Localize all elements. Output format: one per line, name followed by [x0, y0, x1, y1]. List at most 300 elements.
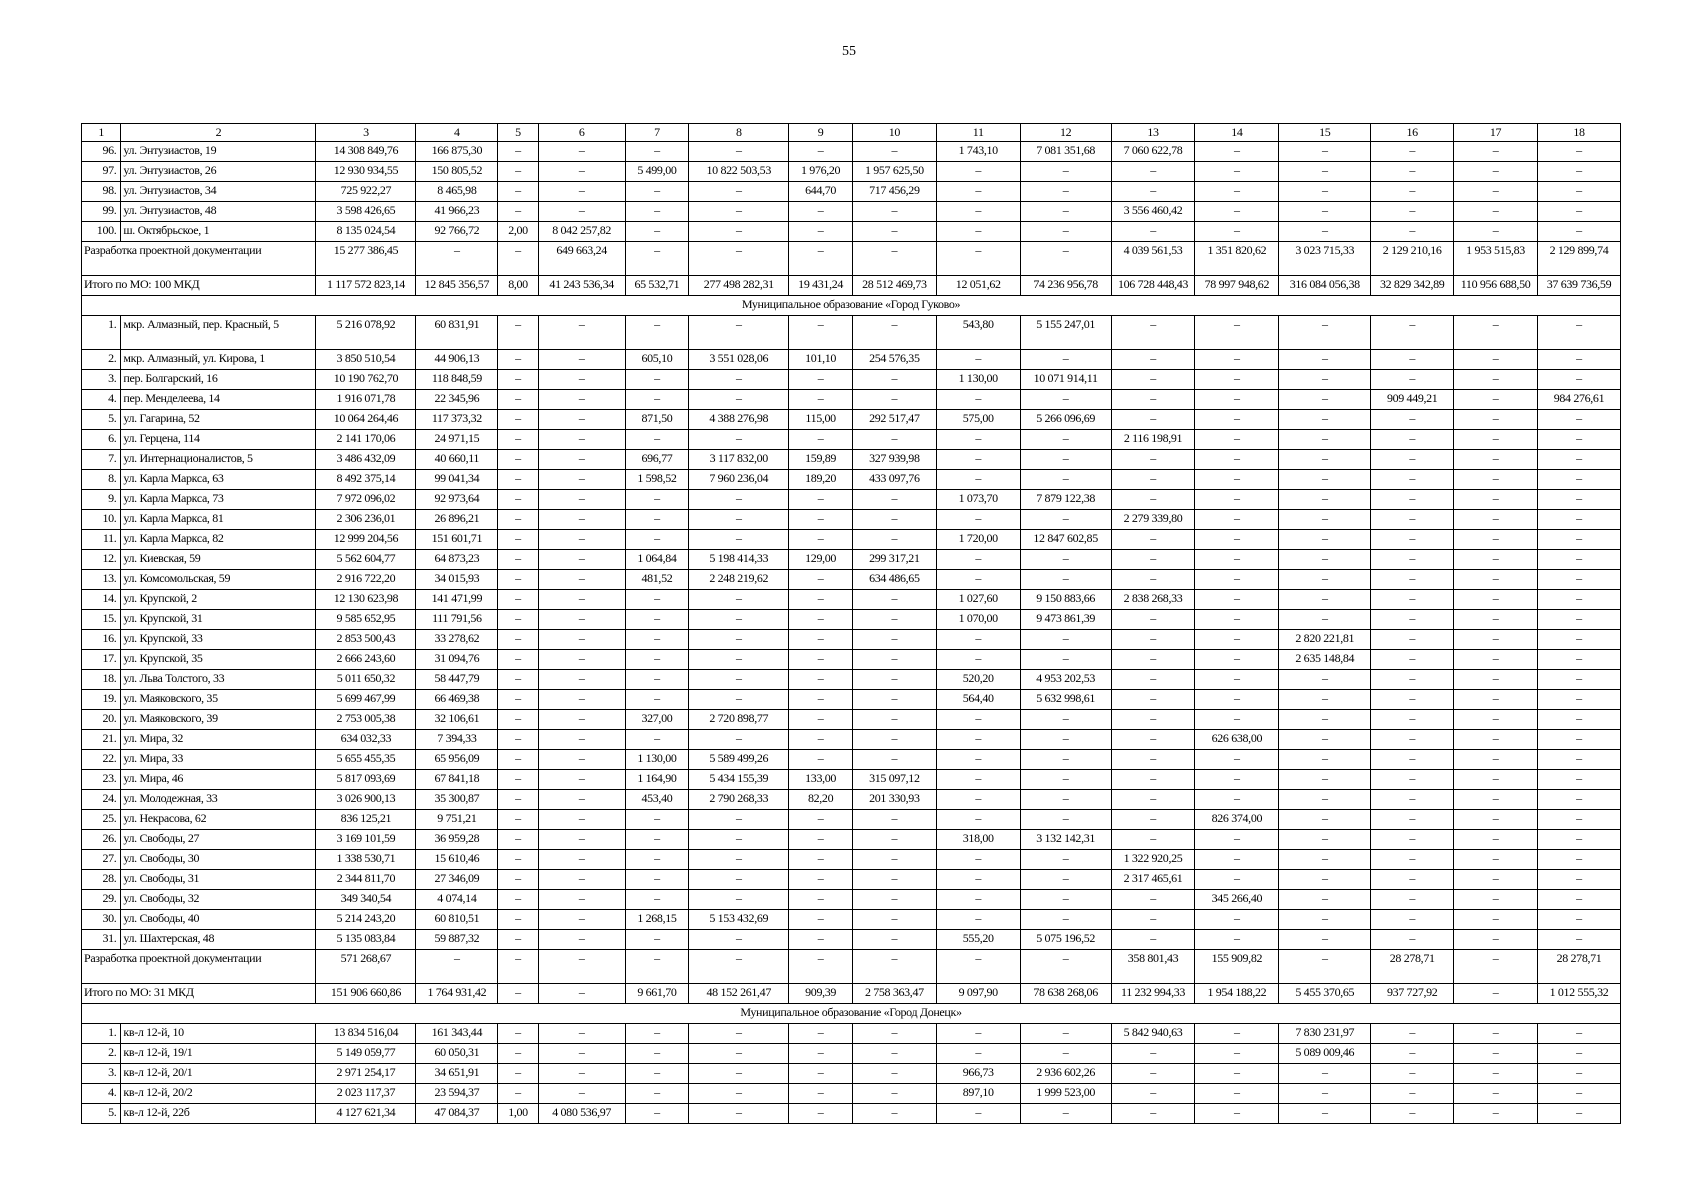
table-row: [82, 910, 1621, 930]
value-cell: –: [538, 950, 625, 984]
value-cell: –: [1195, 530, 1279, 550]
row-number: 3.: [82, 1064, 121, 1084]
value-cell: –: [498, 530, 538, 550]
column-number: 13: [1111, 124, 1195, 142]
value-cell: –: [1111, 650, 1195, 670]
value-cell: –: [1371, 890, 1454, 910]
value-cell: –: [498, 650, 538, 670]
value-cell: 92 973,64: [416, 490, 498, 510]
value-cell: 189,20: [789, 470, 853, 490]
value-cell: 5 562 604,77: [316, 550, 416, 570]
value-cell: 60 050,31: [416, 1044, 498, 1064]
value-cell: 32 106,61: [416, 710, 498, 730]
value-cell: –: [625, 142, 689, 162]
value-cell: –: [852, 710, 936, 730]
value-cell: 2 936 602,26: [1020, 1064, 1111, 1084]
value-cell: –: [1371, 1084, 1454, 1104]
value-cell: –: [1279, 910, 1371, 930]
value-cell: –: [936, 850, 1020, 870]
column-number: 14: [1195, 124, 1279, 142]
value-cell: –: [498, 350, 538, 370]
value-cell: –: [852, 590, 936, 610]
value-cell: 909 449,21: [1371, 390, 1454, 410]
value-cell: –: [538, 710, 625, 730]
value-cell: 5 135 083,84: [316, 930, 416, 950]
value-cell: 725 922,27: [316, 182, 416, 202]
value-cell: –: [538, 830, 625, 850]
value-cell: –: [625, 850, 689, 870]
value-cell: –: [1020, 182, 1111, 202]
row-number: 99.: [82, 202, 121, 222]
value-cell: –: [789, 430, 853, 450]
value-cell: –: [1279, 430, 1371, 450]
value-cell: –: [1371, 316, 1454, 350]
value-cell: 58 447,79: [416, 670, 498, 690]
value-cell: 8 135 024,54: [316, 222, 416, 242]
value-cell: 19 431,24: [789, 276, 853, 296]
value-cell: 28 512 469,73: [852, 276, 936, 296]
value-cell: –: [498, 750, 538, 770]
value-cell: –: [498, 810, 538, 830]
value-cell: –: [625, 1024, 689, 1044]
value-cell: 2 666 243,60: [316, 650, 416, 670]
address-cell: ул. Крупской, 35: [121, 650, 316, 670]
row-number: 98.: [82, 182, 121, 202]
value-cell: –: [538, 142, 625, 162]
value-cell: –: [538, 590, 625, 610]
value-cell: –: [1195, 510, 1279, 530]
value-cell: 1 954 188,22: [1195, 984, 1279, 1004]
value-cell: –: [1454, 530, 1538, 550]
value-cell: –: [1454, 770, 1538, 790]
value-cell: –: [1371, 690, 1454, 710]
value-cell: –: [852, 890, 936, 910]
address-cell: мкр. Алмазный, ул. Кирова, 1: [121, 350, 316, 370]
value-cell: 327,00: [625, 710, 689, 730]
address-cell: ул. Карла Маркса, 81: [121, 510, 316, 530]
value-cell: –: [789, 610, 853, 630]
value-cell: –: [1454, 470, 1538, 490]
value-cell: –: [689, 530, 789, 550]
value-cell: 1 720,00: [936, 530, 1020, 550]
value-cell: –: [936, 450, 1020, 470]
value-cell: 7 830 231,97: [1279, 1024, 1371, 1044]
value-cell: 5 155 247,01: [1020, 316, 1111, 350]
value-cell: –: [1195, 590, 1279, 610]
total-label: Итого по МО: 31 МКД: [82, 984, 316, 1004]
address-cell: ул. Мира, 32: [121, 730, 316, 750]
value-cell: 26 896,21: [416, 510, 498, 530]
value-cell: 481,52: [625, 570, 689, 590]
column-number: 16: [1371, 124, 1454, 142]
value-cell: 2 248 219,62: [689, 570, 789, 590]
value-cell: –: [852, 870, 936, 890]
value-cell: 2 116 198,91: [1111, 430, 1195, 450]
value-cell: –: [1454, 950, 1538, 984]
value-cell: –: [789, 910, 853, 930]
value-cell: –: [936, 510, 1020, 530]
value-cell: –: [1195, 1064, 1279, 1084]
value-cell: –: [1279, 350, 1371, 370]
value-cell: –: [852, 430, 936, 450]
value-cell: 33 278,62: [416, 630, 498, 650]
value-cell: –: [1195, 470, 1279, 490]
value-cell: –: [936, 770, 1020, 790]
value-cell: –: [689, 890, 789, 910]
value-cell: 3 551 028,06: [689, 350, 789, 370]
value-cell: –: [538, 1024, 625, 1044]
value-cell: 2 129 899,74: [1537, 242, 1620, 276]
value-cell: –: [789, 810, 853, 830]
value-cell: 34 651,91: [416, 1064, 498, 1084]
value-cell: –: [498, 142, 538, 162]
value-cell: –: [1537, 830, 1620, 850]
value-cell: –: [625, 670, 689, 690]
value-cell: 5 655 455,35: [316, 750, 416, 770]
value-cell: –: [936, 1044, 1020, 1064]
value-cell: 60 810,51: [416, 910, 498, 930]
value-cell: –: [789, 202, 853, 222]
design-label: Разработка проектной документации: [82, 950, 316, 984]
value-cell: –: [852, 670, 936, 690]
address-cell: ул. Свободы, 31: [121, 870, 316, 890]
column-number: 12: [1020, 124, 1111, 142]
value-cell: 9 661,70: [625, 984, 689, 1004]
value-cell: –: [625, 630, 689, 650]
value-cell: –: [689, 850, 789, 870]
value-cell: –: [1537, 630, 1620, 650]
value-cell: –: [1195, 710, 1279, 730]
value-cell: 5 632 998,61: [1020, 690, 1111, 710]
address-cell: ул. Карла Маркса, 63: [121, 470, 316, 490]
value-cell: –: [852, 1104, 936, 1124]
value-cell: –: [1111, 410, 1195, 430]
value-cell: 564,40: [936, 690, 1020, 710]
column-number: 17: [1454, 124, 1538, 142]
value-cell: –: [538, 530, 625, 550]
value-cell: 155 909,82: [1195, 950, 1279, 984]
value-cell: –: [689, 142, 789, 162]
value-cell: –: [1537, 470, 1620, 490]
value-cell: –: [498, 830, 538, 850]
value-cell: –: [1195, 690, 1279, 710]
value-cell: –: [689, 630, 789, 650]
value-cell: –: [689, 690, 789, 710]
value-cell: –: [1371, 610, 1454, 630]
value-cell: –: [789, 950, 853, 984]
value-cell: 1 999 523,00: [1020, 1084, 1111, 1104]
value-cell: 8,00: [498, 276, 538, 296]
value-cell: –: [1279, 850, 1371, 870]
row-number: 7.: [82, 450, 121, 470]
row-number: 8.: [82, 470, 121, 490]
value-cell: –: [1454, 590, 1538, 610]
value-cell: –: [1279, 890, 1371, 910]
value-cell: –: [789, 710, 853, 730]
value-cell: –: [498, 670, 538, 690]
value-cell: –: [498, 870, 538, 890]
table-row: [82, 830, 1621, 850]
table-row: [82, 430, 1621, 450]
value-cell: 8 465,98: [416, 182, 498, 202]
value-cell: –: [789, 530, 853, 550]
value-cell: –: [538, 1064, 625, 1084]
value-cell: –: [689, 1044, 789, 1064]
row-number: 30.: [82, 910, 121, 930]
value-cell: –: [1111, 1104, 1195, 1124]
value-cell: –: [789, 890, 853, 910]
row-number: 26.: [82, 830, 121, 850]
address-cell: кв-л 12-й, 10: [121, 1024, 316, 1044]
value-cell: 166 875,30: [416, 142, 498, 162]
value-cell: –: [1371, 850, 1454, 870]
value-cell: 12 930 934,55: [316, 162, 416, 182]
row-number: 9.: [82, 490, 121, 510]
value-cell: –: [625, 810, 689, 830]
value-cell: 118 848,59: [416, 370, 498, 390]
value-cell: –: [625, 182, 689, 202]
address-cell: кв-л 12-й, 20/2: [121, 1084, 316, 1104]
value-cell: –: [852, 202, 936, 222]
value-cell: 984 276,61: [1537, 390, 1620, 410]
value-cell: 10 064 264,46: [316, 410, 416, 430]
value-cell: –: [1371, 790, 1454, 810]
value-cell: –: [1279, 590, 1371, 610]
address-cell: мкр. Алмазный, пер. Красный, 5: [121, 316, 316, 350]
value-cell: –: [936, 222, 1020, 242]
value-cell: 14 308 849,76: [316, 142, 416, 162]
value-cell: –: [625, 610, 689, 630]
value-cell: –: [538, 490, 625, 510]
value-cell: 9 097,90: [936, 984, 1020, 1004]
value-cell: 543,80: [936, 316, 1020, 350]
value-cell: 8 492 375,14: [316, 470, 416, 490]
value-cell: 65 532,71: [625, 276, 689, 296]
value-cell: 1 012 555,32: [1537, 984, 1620, 1004]
value-cell: –: [1371, 430, 1454, 450]
table-row: [82, 790, 1621, 810]
value-cell: –: [1537, 202, 1620, 222]
value-cell: –: [498, 730, 538, 750]
value-cell: 37 639 736,59: [1537, 276, 1620, 296]
value-cell: –: [1195, 670, 1279, 690]
value-cell: –: [1020, 162, 1111, 182]
address-cell: ул. Карла Маркса, 82: [121, 530, 316, 550]
table-row: [82, 550, 1621, 570]
value-cell: 2,00: [498, 222, 538, 242]
value-cell: –: [1111, 1084, 1195, 1104]
value-cell: 5 214 243,20: [316, 910, 416, 930]
address-cell: ул. Маяковского, 39: [121, 710, 316, 730]
value-cell: –: [1279, 1064, 1371, 1084]
value-cell: –: [689, 1104, 789, 1124]
value-cell: –: [852, 510, 936, 530]
value-cell: –: [538, 810, 625, 830]
value-cell: 4 127 621,34: [316, 1104, 416, 1124]
column-number: 15: [1279, 124, 1371, 142]
value-cell: –: [1111, 610, 1195, 630]
table-row: [82, 316, 1621, 350]
address-cell: кв-л 12-й, 22б: [121, 1104, 316, 1124]
value-cell: 1 130,00: [936, 370, 1020, 390]
value-cell: –: [1195, 1084, 1279, 1104]
column-number: 10: [852, 124, 936, 142]
value-cell: 2 023 117,37: [316, 1084, 416, 1104]
value-cell: –: [1111, 790, 1195, 810]
value-cell: –: [1454, 410, 1538, 430]
address-cell: ул. Энтузиастов, 19: [121, 142, 316, 162]
value-cell: –: [538, 670, 625, 690]
table-row: [82, 690, 1621, 710]
value-cell: –: [1371, 202, 1454, 222]
value-cell: –: [1371, 222, 1454, 242]
value-cell: –: [1020, 630, 1111, 650]
row-number: 96.: [82, 142, 121, 162]
value-cell: –: [1020, 470, 1111, 490]
value-cell: –: [852, 530, 936, 550]
value-cell: –: [1371, 770, 1454, 790]
table-row: [82, 222, 1621, 242]
value-cell: –: [1020, 550, 1111, 570]
value-cell: –: [1537, 1104, 1620, 1124]
value-cell: –: [1020, 910, 1111, 930]
value-cell: –: [1195, 610, 1279, 630]
table-row: [82, 810, 1621, 830]
value-cell: –: [852, 370, 936, 390]
value-cell: –: [1195, 222, 1279, 242]
value-cell: –: [1020, 1024, 1111, 1044]
value-cell: –: [689, 830, 789, 850]
value-cell: 12 999 204,56: [316, 530, 416, 550]
value-cell: –: [625, 1084, 689, 1104]
table-row: [82, 202, 1621, 222]
value-cell: –: [1537, 810, 1620, 830]
table-row: [82, 530, 1621, 550]
row-number: 2.: [82, 350, 121, 370]
value-cell: –: [1020, 890, 1111, 910]
value-cell: 64 873,23: [416, 550, 498, 570]
value-cell: –: [789, 850, 853, 870]
value-cell: 626 638,00: [1195, 730, 1279, 750]
value-cell: –: [1111, 316, 1195, 350]
value-cell: 1 916 071,78: [316, 390, 416, 410]
value-cell: –: [1279, 770, 1371, 790]
row-number: 25.: [82, 810, 121, 830]
row-number: 6.: [82, 430, 121, 450]
value-cell: –: [1020, 750, 1111, 770]
value-cell: –: [689, 590, 789, 610]
value-cell: –: [936, 1024, 1020, 1044]
value-cell: –: [1454, 670, 1538, 690]
value-cell: –: [498, 1044, 538, 1064]
value-cell: –: [1195, 142, 1279, 162]
design-label: Разработка проектной документации: [82, 242, 316, 276]
value-cell: –: [625, 390, 689, 410]
value-cell: –: [1020, 730, 1111, 750]
value-cell: 836 125,21: [316, 810, 416, 830]
table-row: [82, 870, 1621, 890]
value-cell: 201 330,93: [852, 790, 936, 810]
value-cell: –: [1454, 790, 1538, 810]
table-row: [82, 1044, 1621, 1064]
value-cell: –: [498, 410, 538, 430]
address-cell: кв-л 12-й, 20/1: [121, 1064, 316, 1084]
value-cell: –: [498, 550, 538, 570]
value-cell: 111 791,56: [416, 610, 498, 630]
value-cell: 5 216 078,92: [316, 316, 416, 350]
value-cell: –: [1111, 1064, 1195, 1084]
value-cell: –: [1537, 890, 1620, 910]
value-cell: 1 351 820,62: [1195, 242, 1279, 276]
value-cell: 2 820 221,81: [1279, 630, 1371, 650]
column-number: 7: [625, 124, 689, 142]
value-cell: –: [689, 222, 789, 242]
value-cell: 48 152 261,47: [689, 984, 789, 1004]
value-cell: 110 956 688,50: [1454, 276, 1538, 296]
row-number: 10.: [82, 510, 121, 530]
table-row: [82, 390, 1621, 410]
value-cell: –: [1195, 410, 1279, 430]
value-cell: –: [1020, 850, 1111, 870]
value-cell: –: [498, 182, 538, 202]
value-cell: –: [1111, 910, 1195, 930]
row-number: 1.: [82, 1024, 121, 1044]
row-number: 1.: [82, 316, 121, 350]
row-number: 97.: [82, 162, 121, 182]
value-cell: –: [1279, 1084, 1371, 1104]
value-cell: 151 906 660,86: [316, 984, 416, 1004]
value-cell: –: [936, 750, 1020, 770]
value-cell: –: [1279, 550, 1371, 570]
value-cell: –: [1454, 370, 1538, 390]
value-cell: 129,00: [789, 550, 853, 570]
value-cell: –: [625, 370, 689, 390]
value-cell: –: [1371, 550, 1454, 570]
value-cell: –: [789, 930, 853, 950]
value-cell: 4 074,14: [416, 890, 498, 910]
value-cell: –: [1020, 510, 1111, 530]
value-cell: –: [936, 182, 1020, 202]
value-cell: 634 032,33: [316, 730, 416, 750]
value-cell: –: [789, 510, 853, 530]
value-cell: –: [625, 222, 689, 242]
value-cell: –: [1279, 810, 1371, 830]
value-cell: –: [789, 630, 853, 650]
value-cell: –: [1454, 430, 1538, 450]
value-cell: –: [498, 590, 538, 610]
value-cell: 3 556 460,42: [1111, 202, 1195, 222]
value-cell: –: [936, 390, 1020, 410]
address-cell: ул. Маяковского, 35: [121, 690, 316, 710]
value-cell: –: [1371, 1024, 1454, 1044]
value-cell: –: [1279, 370, 1371, 390]
table-row: [82, 770, 1621, 790]
value-cell: –: [936, 350, 1020, 370]
row-number: 23.: [82, 770, 121, 790]
address-cell: ул. Интернационалистов, 5: [121, 450, 316, 470]
value-cell: –: [625, 730, 689, 750]
value-cell: 2 916 722,20: [316, 570, 416, 590]
value-cell: 1 070,00: [936, 610, 1020, 630]
value-cell: –: [1454, 730, 1538, 750]
value-cell: 897,10: [936, 1084, 1020, 1104]
value-cell: 141 471,99: [416, 590, 498, 610]
value-cell: –: [1111, 390, 1195, 410]
value-cell: 34 015,93: [416, 570, 498, 590]
value-cell: –: [1020, 650, 1111, 670]
value-cell: –: [538, 910, 625, 930]
value-cell: 5 434 155,39: [689, 770, 789, 790]
